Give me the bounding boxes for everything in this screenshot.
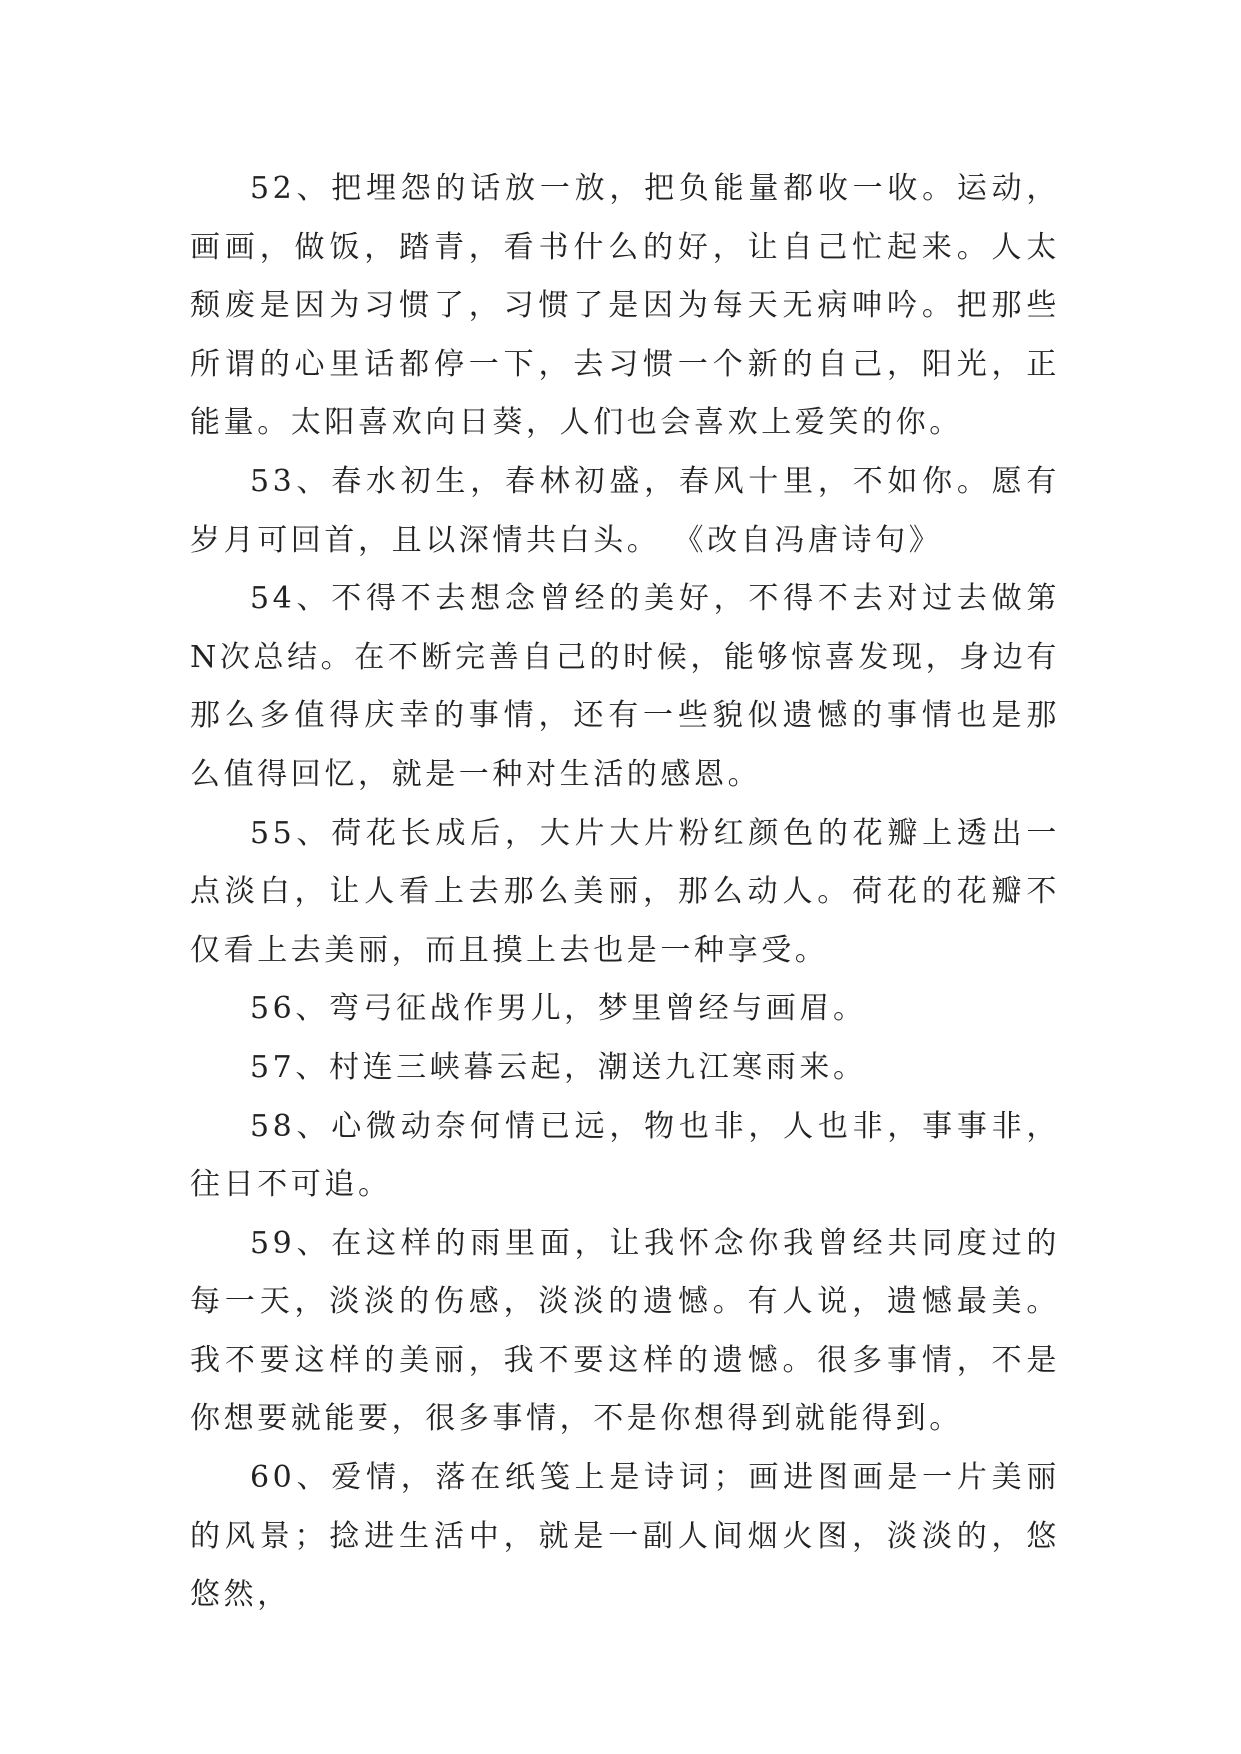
paragraph-52: 52、把埋怨的话放一放，把负能量都收一收。运动，画画，做饭，踏青，看书什么的好，让自己忙起来。人太颓废是因为习惯了，习惯了是因为每天无病呻吟。把那些所谓的心里话都停一下，去习惯一个新的自己，阳光，正能量。太阳喜欢向日葵，人们也会喜欢上爱笑的你。 <box>190 171 1060 441</box>
paragraph-56: 56、弯弓征战作男儿，梦里曾经与画眉。 <box>250 991 867 1027</box>
paragraph-55: 55、荷花长成后，大片大片粉红颜色的花瓣上透出一点淡白，让人看上去那么美丽，那么动人。荷花的花瓣不仅看上去美丽，而且摸上去也是一种享受。 <box>190 815 1060 968</box>
paragraph-54: 54、不得不去想念曾经的美好，不得不去对过去做第N次总结。在不断完善自己的时候，能够惊喜发现，身边有那么多值得庆幸的事情，还有一些貌似遗憾的事情也是那么值得回忆，就是一种对生活的感恩。 <box>190 581 1060 792</box>
paragraph-59: 59、在这样的雨里面，让我怀念你我曾经共同度过的每一天，淡淡的伤感，淡淡的遗憾。有人说，遗憾最美。我不要这样的美丽，我不要这样的遗憾。很多事情，不是你想要就能要，很多事情，不是你想得到就能得到。 <box>190 1225 1060 1437</box>
paragraph-60: 60、爱情，落在纸笺上是诗词；画进图画是一片美丽的风景；捻进生活中，就是一副人间烟火图，淡淡的，悠悠然， <box>190 1460 1060 1613</box>
paragraph-57: 57、村连三峡暮云起，潮送九江寒雨来。 <box>250 1049 867 1085</box>
paragraph-58: 58、心微动奈何情已远，物也非，人也非，事事非，往日不可追。 <box>190 1108 1060 1203</box>
paragraph-53: 53、春水初生，春林初盛，春风十里，不如你。愿有岁月可回首，且以深情共白头。 《改自冯唐诗句》 <box>190 463 1060 558</box>
document-body <box>190 160 1060 1625</box>
